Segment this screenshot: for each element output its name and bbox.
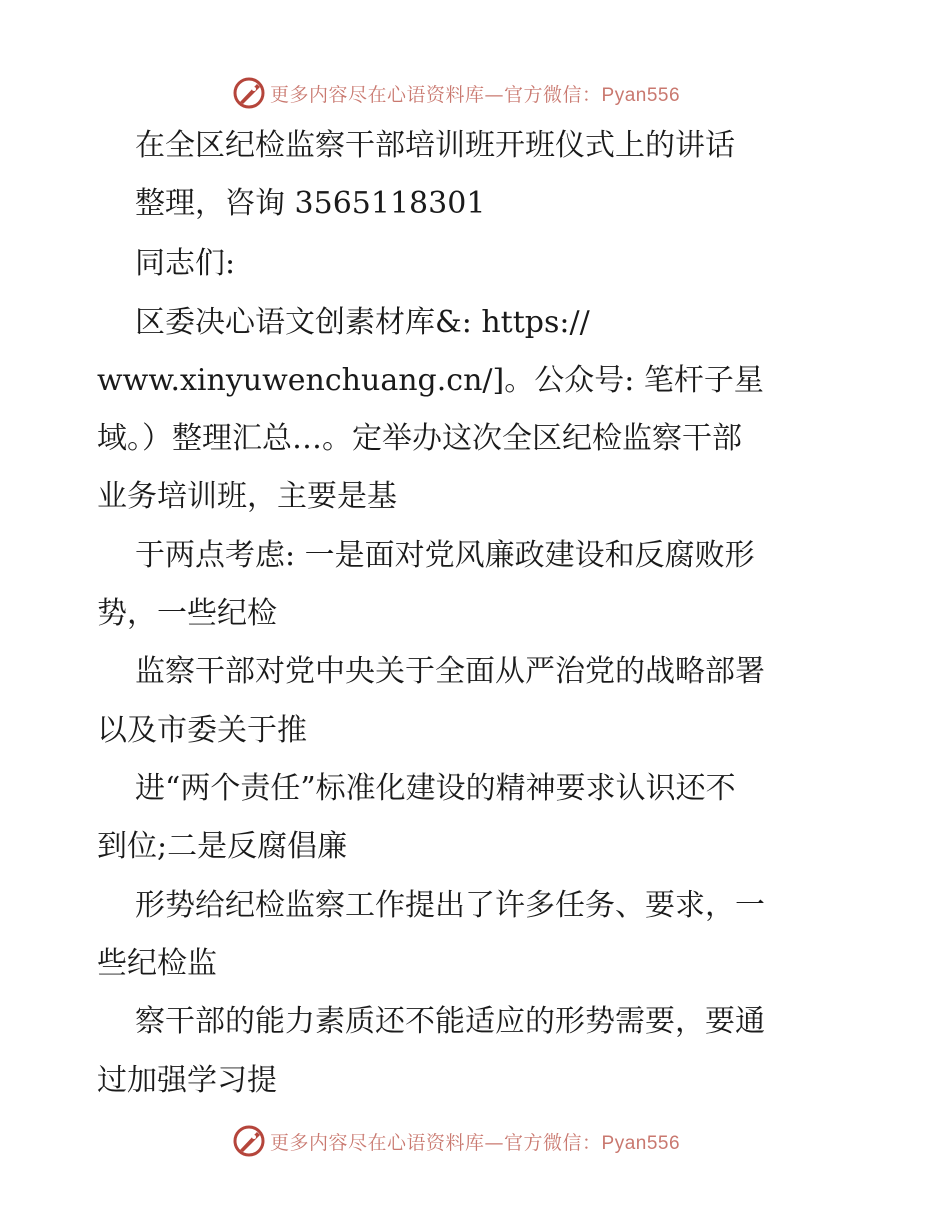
body-line: 以及市委关于推	[97, 713, 307, 748]
body-line: 监察干部对党中央关于全面从严治党的战略部署	[135, 654, 765, 689]
body-line: 察干部的能力素质还不能适应的形势需要，要通	[135, 1004, 765, 1039]
banner-wechat-id: Pyan556	[601, 85, 681, 106]
body-line: 业务培训班，主要是基	[97, 479, 397, 514]
body-line: www.xinyuwenchuang.cn/]。公众号: 笔杆子星	[97, 363, 764, 398]
header-watermark-banner	[0, 74, 950, 114]
body-line: 到位;二是反腐倡廉	[97, 829, 348, 864]
banner-wechat-id: Pyan556	[601, 1133, 681, 1154]
greeting: 同志们:	[135, 246, 236, 281]
banner-text: 更多内容尽在心语资料库—官方微信：Pyan556	[270, 84, 681, 106]
body-line: 形势给纪检监察工作提出了许多任务、要求，一	[135, 888, 765, 923]
banner-text: 更多内容尽在心语资料库—官方微信：Pyan556	[270, 1132, 681, 1154]
quill-pen-logo-icon	[232, 76, 266, 110]
contact-line: 整理，咨询 3565118301	[135, 186, 486, 221]
body-line: 势，一些纪检	[97, 596, 277, 631]
document-title: 在全区纪检监察干部培训班开班仪式上的讲话	[135, 128, 735, 163]
body-line: 进“两个责任”标准化建设的精神要求认识还不	[135, 771, 736, 806]
body-line: 区委决心语文创素材库&: https://	[135, 305, 590, 340]
body-line: 过加强学习提	[97, 1063, 277, 1098]
quill-pen-logo-icon	[232, 1124, 266, 1158]
footer-watermark-banner	[0, 1122, 950, 1162]
body-line: 域。）整理汇总…。定举办这次全区纪检监察干部	[97, 421, 742, 456]
body-line: 于两点考虑: 一是面对党风廉政建设和反腐败形	[135, 538, 755, 573]
body-line: 些纪检监	[97, 946, 217, 981]
